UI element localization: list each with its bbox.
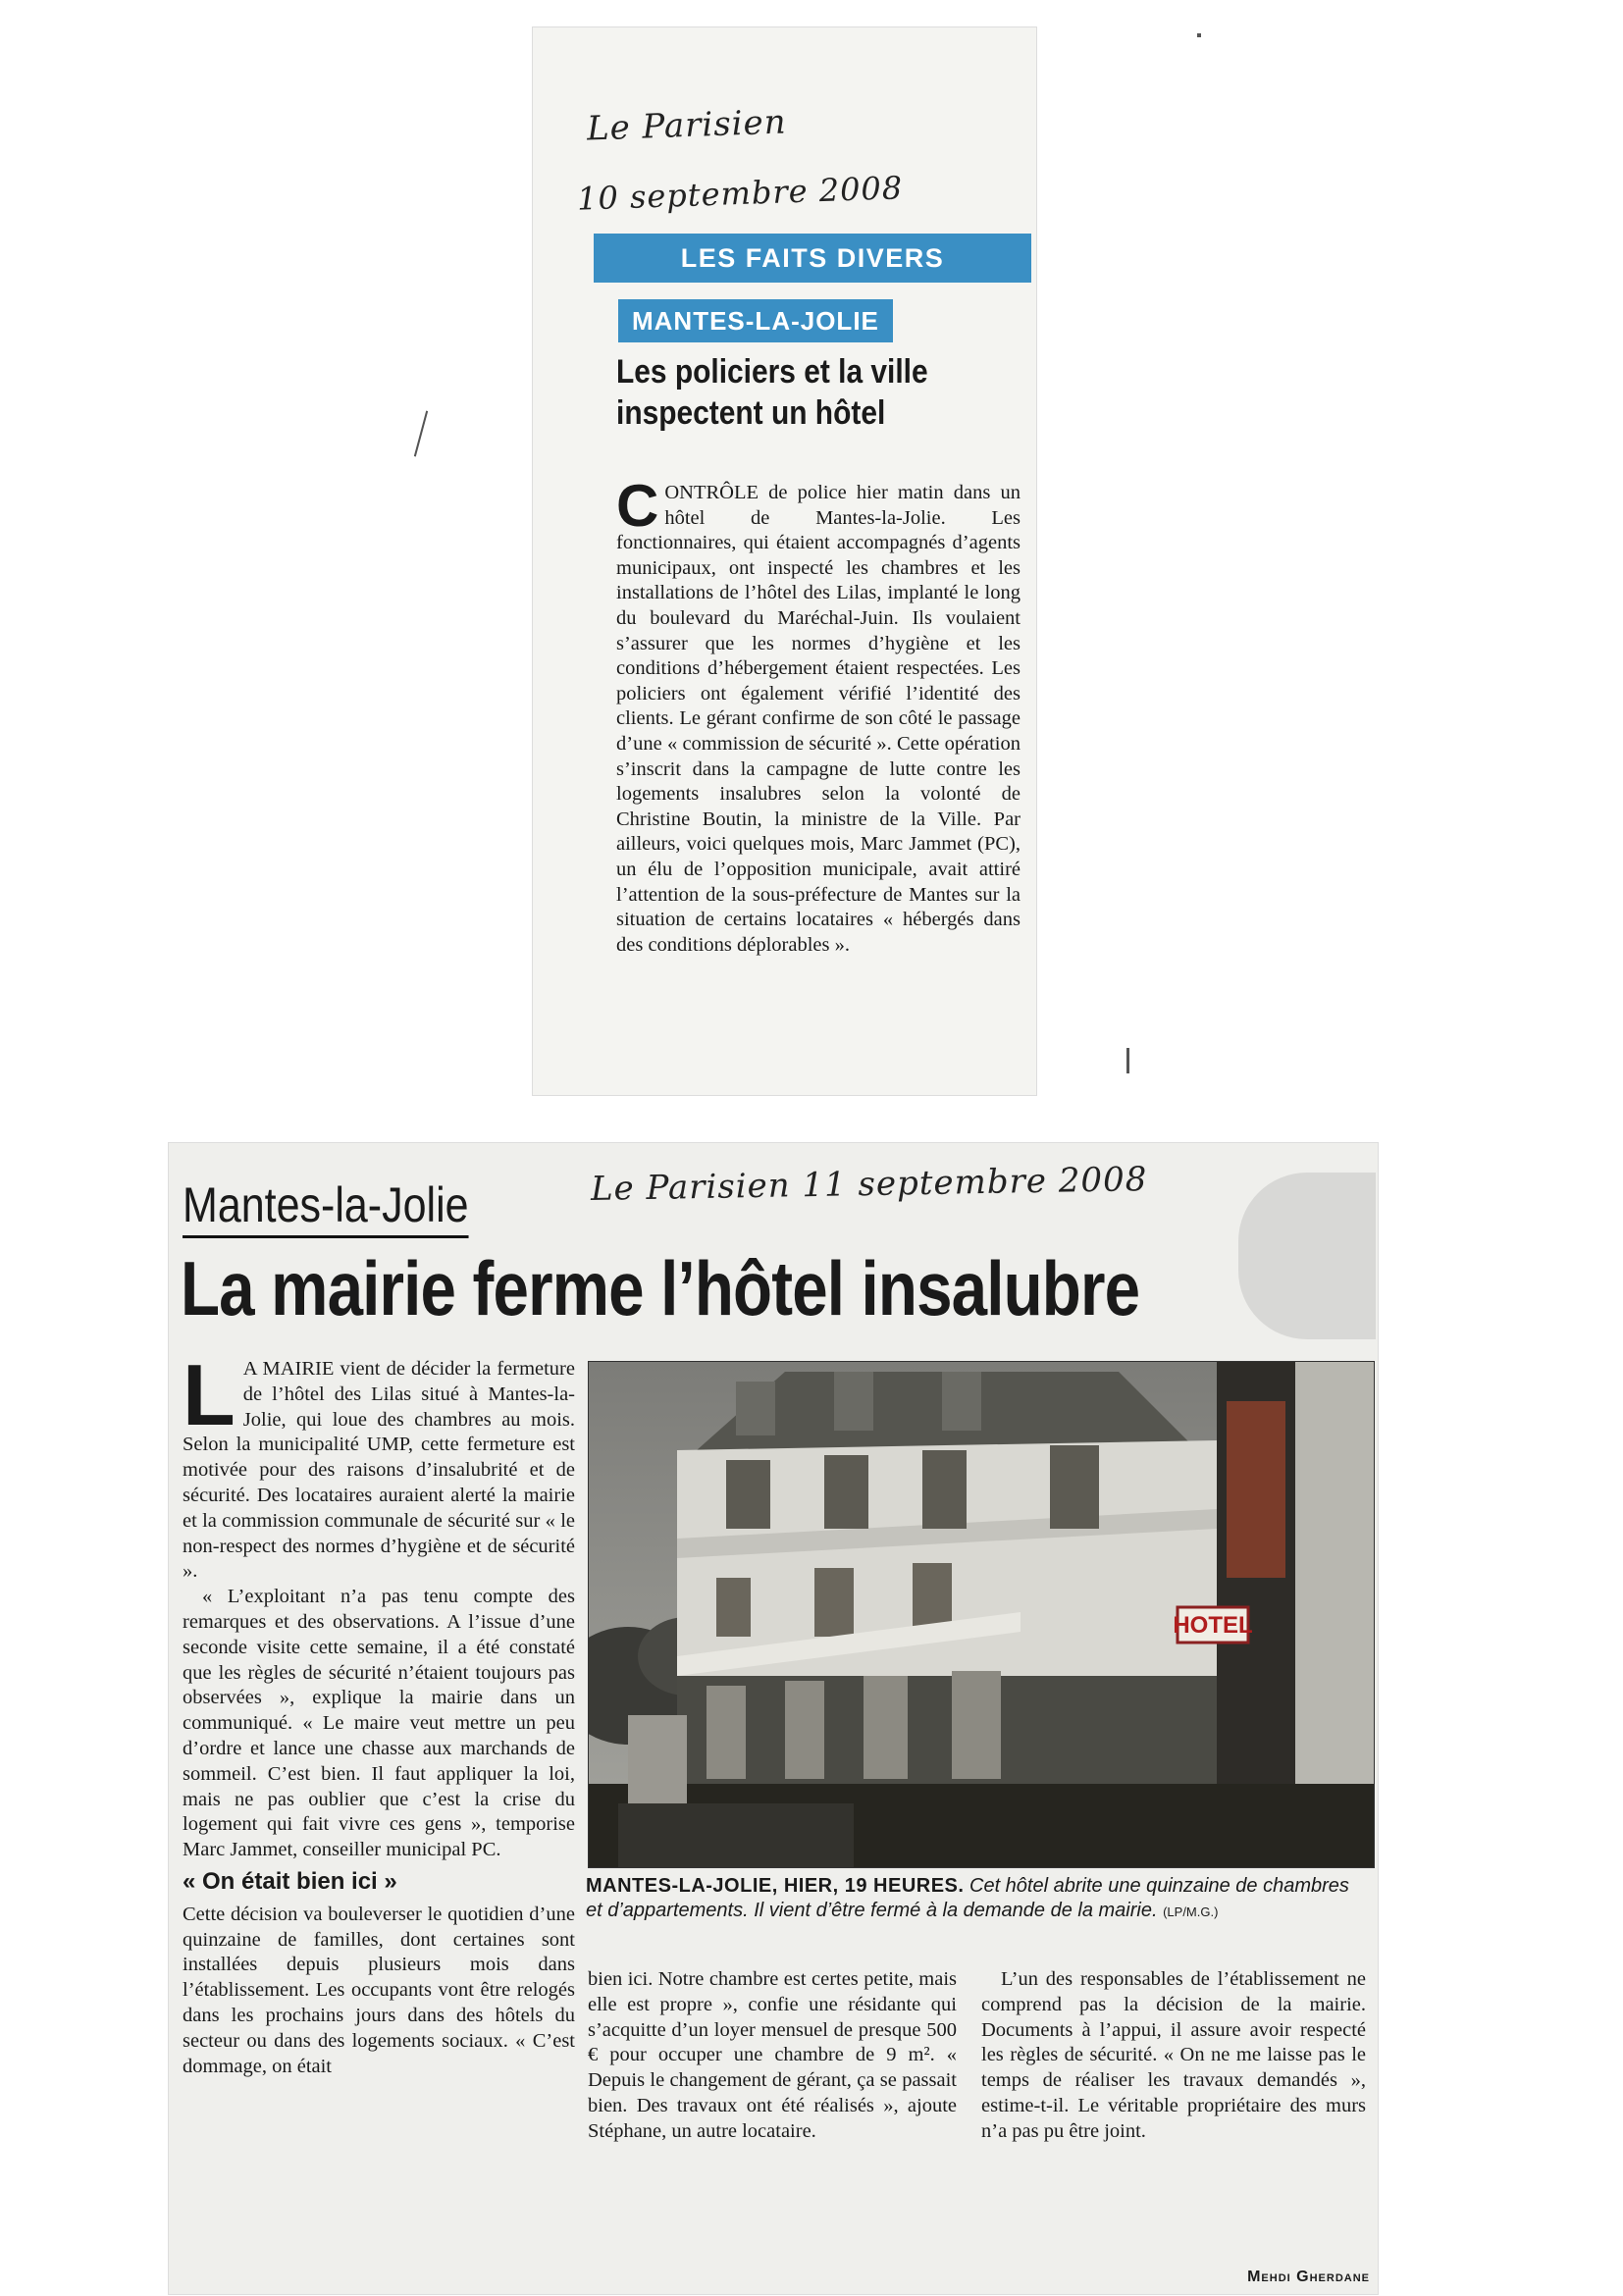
hotel-photo (588, 1361, 1375, 1868)
article-headline (616, 351, 979, 434)
section-rubric: LES FAITS DIVERS (594, 234, 1031, 283)
scan-mark (414, 411, 428, 457)
article-paragraph: « L’exploitant n’a pas tenu compte des remarques et des observations. A l’issue d’une seconde visite cette semaine, il a été constaté que les règles de sécurité n’étaient toujours pas observées », explique la mairie dans un communiqué. « Le maire veut mettre un peu d’ordre et lance une chasse aux marchands de sommeil. C’est bien. Il faut appliquer la loi, mais ne pas oublier que c’est la crise du logement qui fait vivre ces gens », temporise Marc Jammet, conseiller municipal PC. (183, 1586, 575, 1861)
headline-line-1: Les policiers et la ville (616, 353, 928, 391)
article-column-1 (183, 1346, 575, 2079)
article-subhead: « On était bien ici » (183, 1867, 397, 1895)
scan-mark (1197, 33, 1201, 37)
newspaper-clipping-2 (169, 1143, 1378, 2294)
handwritten-source-date-note: Le Parisien 11 septembre 2008 (590, 1160, 1148, 1209)
article-body: CONTRÔLE de police hier matin dans un hôtel de Mantes-la-Jolie. Les fonctionnaires, qui étaient accompagnés d’agents municipaux, ont inspecté les chambres et les installations de l’hôtel des Lilas, implanté le long du boulevard du Maréchal-Juin. Ils voulaient s’assurer que les normes d’hygiène et les conditions d’hébergement étaient respectées. Les policiers ont également vérifié l’identité des clients. Le gérant confirme de son côté le passage d’une « commission de sécurité ». Cette opération s’inscrit dans la campagne de lutte contre les logements insalubres selon la volonté de Christine Boutin, la ministre de la Ville. Par ailleurs, voici quelques mois, Marc Jammet (PC), un élu de l’opposition municipale, avait attiré l’attention de la sous-préfecture de Mantes sur la situation de certains locataires « hébergés dans des conditions déplorables ». (616, 473, 1021, 956)
article-column-2: bien ici. Notre chambre est certes petite, mais elle est propre », confie une résidante qui s’acquitte d’un loyer mensuel de presque 500 € pour occuper une chambre de 9 m². « Depuis le changement de gérant, ça se passait bien. Des travaux ont été réalisés », ajoute Stéphane, un autre locataire. (588, 1968, 957, 2142)
article-headline: La mairie ferme l’hôtel insalubre (181, 1245, 1140, 1331)
scan-mark (1126, 1048, 1129, 1073)
article-column-3: L’un des responsables de l’établissement ne comprend pas la décision de la mairie. Documents à l’appui, il assure avoir respecté les règles de sécurité. « On ne me laisse pas le temps de réaliser les travaux demandés », estime-t-il. Le véritable propriétaire des murs n’a pas pu être joint. (981, 1968, 1366, 2142)
article-paragraph: Cette décision va bouleverser le quotidien d’une quinzaine de familles, dont certaines sont installées depuis plusieurs mois dans l’établissement. Les occupants vont être relogés dans les prochains jours dans des hôtels du secteur ou dans des logements sociaux. « C’est dommage, on était (183, 1903, 575, 2077)
photo-caption (586, 1874, 1371, 1924)
caption-lead: MANTES-LA-JOLIE, HIER, 19 HEURES. (586, 1875, 965, 1897)
author-byline: Mehdi Gherdane (1247, 2269, 1370, 2285)
decorative-shape (1238, 1173, 1376, 1339)
caption-text: Cet hôtel abrite une quinzaine de chambres et d’appartements. Il vient d’être fermé à la demande de la mairie. (586, 1875, 1349, 1921)
newspaper-clipping-1 (533, 27, 1036, 1095)
handwritten-source-note: Le Parisien (586, 102, 788, 149)
location-tag: MANTES-LA-JOLIE (618, 299, 893, 342)
photo-credit: (LP/M.G.) (1163, 1905, 1219, 1919)
location-kicker: Mantes-la-Jolie (183, 1176, 469, 1238)
hotel-sign-text: HOTEL (1173, 1612, 1253, 1639)
article-paragraph: LA MAIRIE vient de décider la fermeture de l’hôtel des Lilas situé à Mantes-la-Jolie, qui loue des chambres au mois. Selon la municipalité UMP, cette fermeture est motivée pour des raisons d’insalubrité et de sécurité. Des locataires auraient alerté la mairie et la commission communale de sécurité sur « le non-respect des normes d’hygiène et de sécurité ». (183, 1346, 575, 1583)
handwritten-date-note: 10 septembre 2008 (576, 169, 904, 218)
headline-line-2: inspectent un hôtel (616, 394, 886, 432)
